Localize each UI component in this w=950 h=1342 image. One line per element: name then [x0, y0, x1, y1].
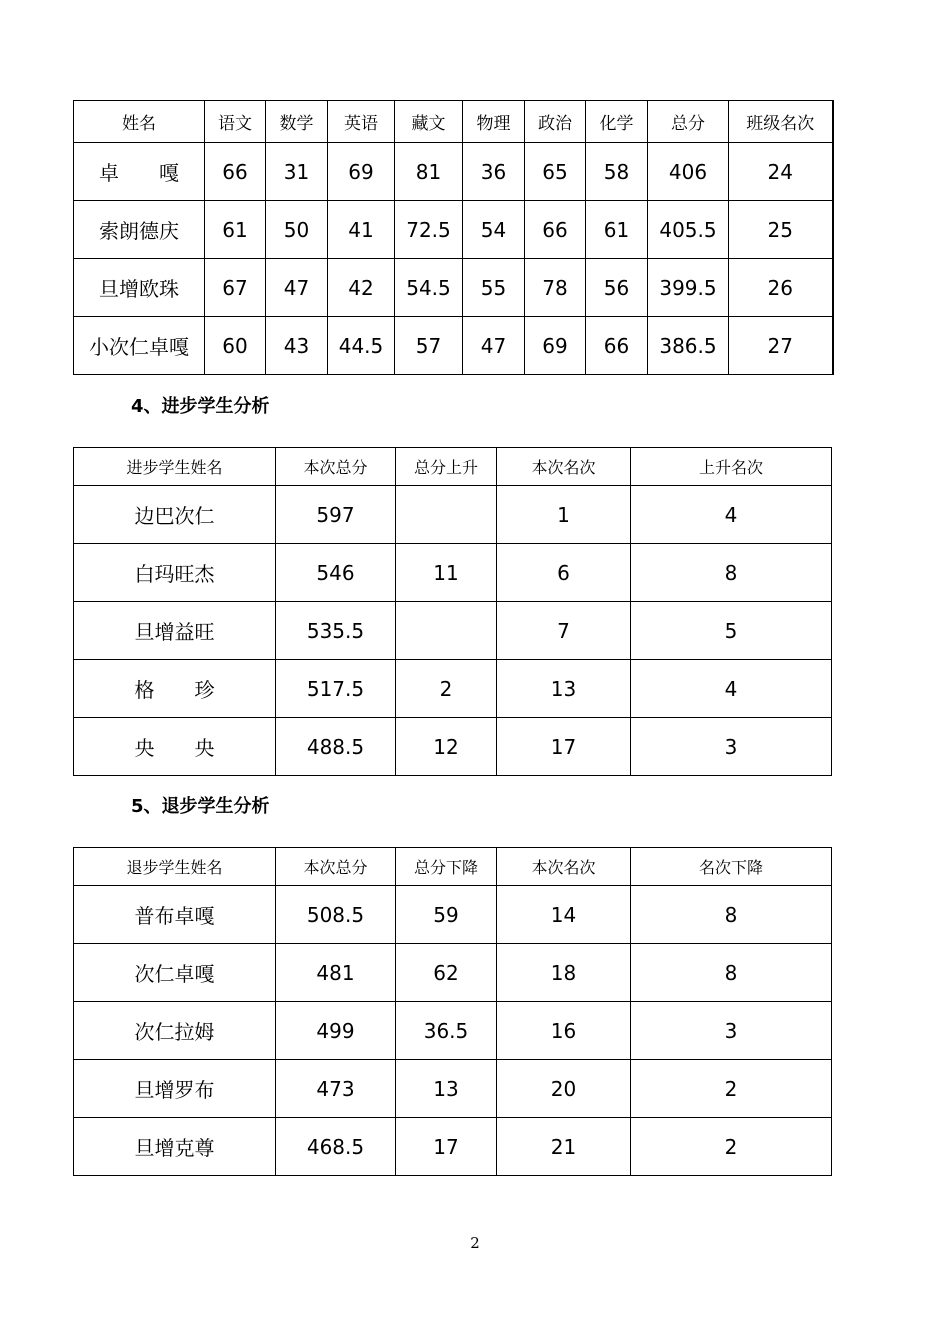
header-cell: 总分下降 — [396, 848, 497, 886]
total-cell: 399.5 — [648, 259, 729, 317]
rank-cell: 13 — [497, 660, 631, 718]
score-change-cell — [396, 602, 497, 660]
table-row — [74, 486, 832, 544]
rank-cell: 6 — [497, 544, 631, 602]
rank-cell: 16 — [497, 1002, 631, 1060]
score-cell: 55 — [463, 259, 525, 317]
header-cell: 物理 — [463, 101, 525, 143]
student-name-cell: 次仁卓嘎 — [74, 944, 276, 1002]
rank-cell: 24 — [729, 143, 833, 201]
rank-change-cell: 4 — [631, 486, 832, 544]
rank-cell: 25 — [729, 201, 833, 259]
decline-table — [73, 847, 832, 1176]
rank-change-cell: 8 — [631, 544, 832, 602]
student-name-cell: 卓 嘎 — [74, 143, 205, 201]
score-cell: 36 — [463, 143, 525, 201]
rank-change-cell: 5 — [631, 602, 832, 660]
table-row — [74, 201, 833, 259]
page-number: 2 — [470, 1234, 480, 1252]
total-cell: 597 — [276, 486, 396, 544]
total-cell: 481 — [276, 944, 396, 1002]
header-cell: 姓名 — [74, 101, 205, 143]
rank-cell: 26 — [729, 259, 833, 317]
total-cell: 386.5 — [648, 317, 729, 375]
score-cell: 54 — [463, 201, 525, 259]
table-row — [74, 259, 833, 317]
score-cell: 57 — [395, 317, 463, 375]
score-change-cell: 2 — [396, 660, 497, 718]
rank-cell: 18 — [497, 944, 631, 1002]
progress-section-title: 4、进步学生分析 — [131, 396, 270, 417]
header-cell: 数学 — [266, 101, 328, 143]
score-change-cell: 17 — [396, 1118, 497, 1176]
header-cell: 本次名次 — [497, 848, 631, 886]
total-cell: 405.5 — [648, 201, 729, 259]
score-cell: 47 — [266, 259, 328, 317]
score-cell: 65 — [525, 143, 586, 201]
rank-change-cell: 3 — [631, 1002, 832, 1060]
student-name-cell: 次仁拉姆 — [74, 1002, 276, 1060]
rank-change-cell: 8 — [631, 944, 832, 1002]
score-cell: 69 — [525, 317, 586, 375]
rank-cell: 27 — [729, 317, 833, 375]
header-cell: 班级名次 — [729, 101, 833, 143]
student-name-cell: 旦增欧珠 — [74, 259, 205, 317]
score-cell: 61 — [205, 201, 266, 259]
header-cell: 语文 — [205, 101, 266, 143]
header-cell: 本次总分 — [276, 848, 396, 886]
score-cell: 60 — [205, 317, 266, 375]
student-name-cell: 小次仁卓嘎 — [74, 317, 205, 375]
total-cell: 517.5 — [276, 660, 396, 718]
header-cell: 英语 — [328, 101, 395, 143]
header-cell: 化学 — [586, 101, 648, 143]
header-cell: 名次下降 — [631, 848, 832, 886]
score-cell: 69 — [328, 143, 395, 201]
table-row — [74, 1002, 832, 1060]
student-name-cell: 边巴次仁 — [74, 486, 276, 544]
table-row — [74, 886, 832, 944]
score-change-cell: 11 — [396, 544, 497, 602]
score-cell: 61 — [586, 201, 648, 259]
student-name-cell: 旦增克尊 — [74, 1118, 276, 1176]
score-cell: 50 — [266, 201, 328, 259]
score-cell: 43 — [266, 317, 328, 375]
student-name-cell: 旦增罗布 — [74, 1060, 276, 1118]
student-name-cell: 白玛旺杰 — [74, 544, 276, 602]
rank-change-cell: 2 — [631, 1060, 832, 1118]
score-cell: 58 — [586, 143, 648, 201]
student-name-cell: 旦增益旺 — [74, 602, 276, 660]
table-row — [74, 602, 832, 660]
table-row — [74, 1060, 832, 1118]
score-cell: 78 — [525, 259, 586, 317]
header-cell: 退步学生姓名 — [74, 848, 276, 886]
student-name-cell: 普布卓嘎 — [74, 886, 276, 944]
decline-table-header-row — [74, 848, 832, 886]
header-cell: 本次总分 — [276, 448, 396, 486]
score-cell: 42 — [328, 259, 395, 317]
score-change-cell: 12 — [396, 718, 497, 776]
score-change-cell: 13 — [396, 1060, 497, 1118]
score-change-cell: 36.5 — [396, 1002, 497, 1060]
score-cell: 41 — [328, 201, 395, 259]
total-cell: 488.5 — [276, 718, 396, 776]
rank-change-cell: 2 — [631, 1118, 832, 1176]
student-name-cell: 格 珍 — [74, 660, 276, 718]
score-cell: 72.5 — [395, 201, 463, 259]
total-cell: 406 — [648, 143, 729, 201]
total-cell: 546 — [276, 544, 396, 602]
rank-cell: 1 — [497, 486, 631, 544]
score-cell: 56 — [586, 259, 648, 317]
header-cell: 总分上升 — [396, 448, 497, 486]
score-cell: 66 — [586, 317, 648, 375]
score-change-cell — [396, 486, 497, 544]
header-cell: 总分 — [648, 101, 729, 143]
table-row — [74, 718, 832, 776]
rank-cell: 20 — [497, 1060, 631, 1118]
table-row — [74, 143, 833, 201]
header-cell: 上升名次 — [631, 448, 832, 486]
score-cell: 44.5 — [328, 317, 395, 375]
rank-cell: 21 — [497, 1118, 631, 1176]
total-cell: 499 — [276, 1002, 396, 1060]
score-change-cell: 62 — [396, 944, 497, 1002]
score-table-header-row — [74, 101, 833, 143]
rank-cell: 7 — [497, 602, 631, 660]
score-cell: 54.5 — [395, 259, 463, 317]
score-cell: 66 — [205, 143, 266, 201]
header-cell: 藏文 — [395, 101, 463, 143]
rank-cell: 14 — [497, 886, 631, 944]
total-cell: 508.5 — [276, 886, 396, 944]
score-cell: 81 — [395, 143, 463, 201]
total-cell: 473 — [276, 1060, 396, 1118]
table-row — [74, 944, 832, 1002]
progress-table-header-row — [74, 448, 832, 486]
total-cell: 535.5 — [276, 602, 396, 660]
student-name-cell: 索朗德庆 — [74, 201, 205, 259]
rank-change-cell: 4 — [631, 660, 832, 718]
header-cell: 本次名次 — [497, 448, 631, 486]
table-row — [74, 660, 832, 718]
header-cell: 进步学生姓名 — [74, 448, 276, 486]
student-name-cell: 央 央 — [74, 718, 276, 776]
rank-change-cell: 8 — [631, 886, 832, 944]
score-change-cell: 59 — [396, 886, 497, 944]
score-cell: 66 — [525, 201, 586, 259]
rank-change-cell: 3 — [631, 718, 832, 776]
total-cell: 468.5 — [276, 1118, 396, 1176]
table-row — [74, 544, 832, 602]
rank-cell: 17 — [497, 718, 631, 776]
score-cell: 31 — [266, 143, 328, 201]
progress-table — [73, 447, 832, 776]
decline-section-title: 5、退步学生分析 — [131, 796, 270, 817]
score-cell: 67 — [205, 259, 266, 317]
score-table — [73, 100, 834, 375]
header-cell: 政治 — [525, 101, 586, 143]
score-cell: 47 — [463, 317, 525, 375]
table-row — [74, 317, 833, 375]
table-row — [74, 1118, 832, 1176]
